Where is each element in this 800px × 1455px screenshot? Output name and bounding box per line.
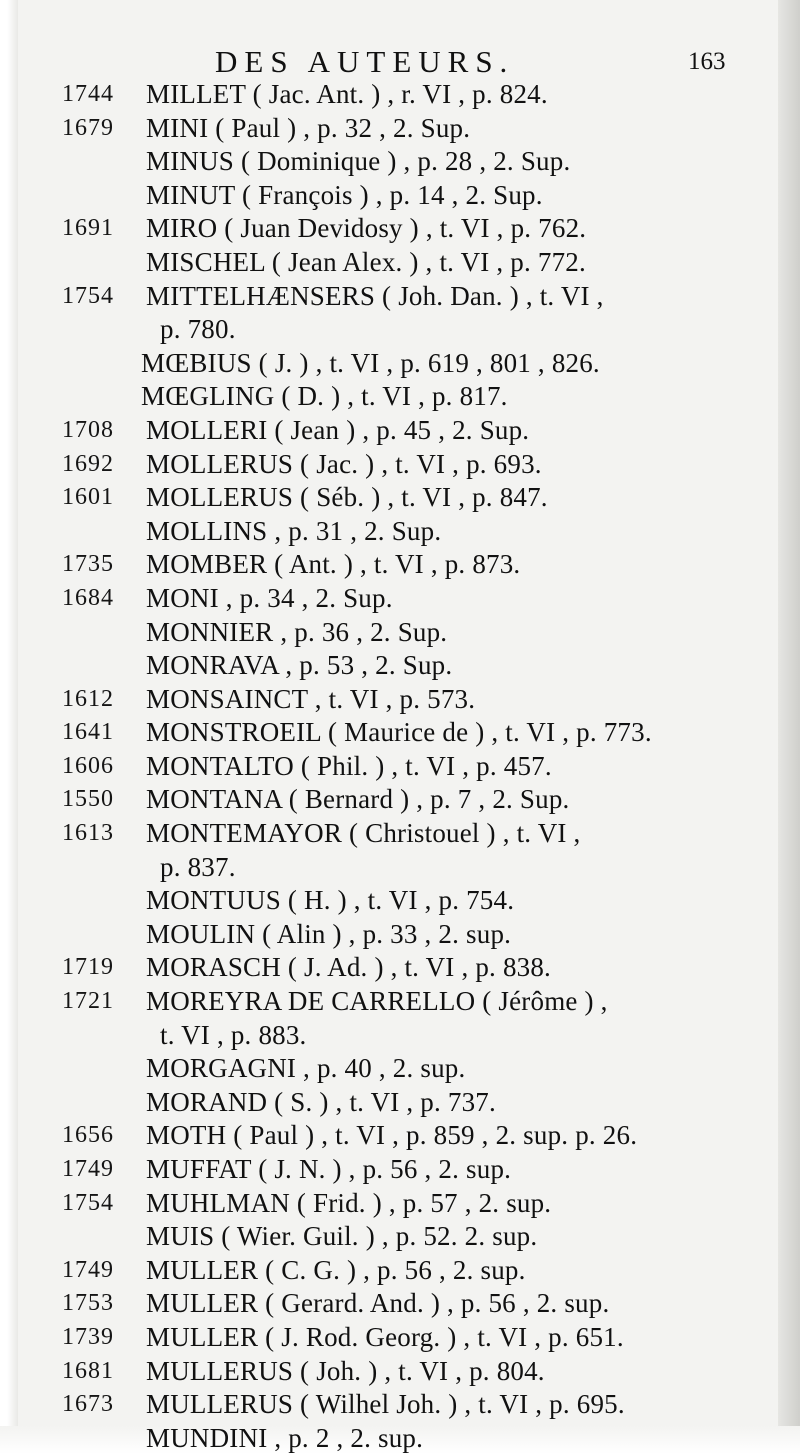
index-entry	[0, 347, 800, 381]
index-entry	[0, 112, 800, 146]
entry-text: MOLLINS , p. 31 , 2. Sup.	[146, 515, 442, 546]
index-entry	[0, 683, 800, 717]
entry-text: MONTALTO ( Phil. ) , t. VI , p. 457.	[146, 750, 552, 781]
index-entry	[0, 884, 800, 918]
index-entry	[0, 1321, 800, 1355]
entry-year: 1673	[62, 1391, 114, 1418]
entry-text: MORGAGNI , p. 40 , 2. sup.	[146, 1053, 466, 1084]
entry-text: MUHLMAN ( Frid. ) , p. 57 , 2. sup.	[146, 1187, 552, 1218]
entry-text: MOMBER ( Ant. ) , t. VI , p. 873.	[146, 549, 521, 580]
index-entry	[0, 1052, 800, 1086]
entry-text: MUFFAT ( J. N. ) , p. 56 , 2. sup.	[146, 1154, 512, 1184]
entry-year: 1719	[62, 954, 114, 981]
index-entry	[0, 750, 800, 784]
entry-year: 1601	[62, 484, 114, 511]
index-entry	[0, 1153, 800, 1187]
entry-year: 1691	[62, 215, 114, 242]
index-entry	[0, 212, 800, 246]
entry-text: MONNIER , p. 36 , 2. Sup.	[146, 616, 448, 647]
entry-text: MORAND ( S. ) , t. VI , p. 737.	[146, 1086, 496, 1117]
index-entry	[0, 649, 800, 683]
entry-year: 1744	[62, 81, 114, 107]
index-entry	[0, 481, 800, 515]
page-number: 163	[688, 48, 726, 75]
entry-text: MONI , p. 34 , 2. Sup.	[146, 582, 393, 613]
index-entry	[0, 1187, 800, 1221]
entry-text: MISCHEL ( Jean Alex. ) , t. VI , p. 772.	[146, 246, 586, 277]
entry-year: 1753	[62, 1290, 114, 1317]
index-entry	[0, 1019, 800, 1053]
running-title: DES AUTEURS.	[215, 44, 515, 79]
entry-text: MINUT ( François ) , p. 14 , 2. Sup.	[146, 179, 543, 210]
index-entry	[0, 1220, 800, 1254]
entry-text: MUIS ( Wier. Guil. ) , p. 52. 2. sup.	[146, 1221, 538, 1252]
index-entry	[0, 1355, 800, 1389]
entry-year: 1739	[62, 1323, 114, 1350]
index-entry	[0, 448, 800, 482]
entry-text: MUNDINI , p. 2 , 2. sup.	[146, 1422, 424, 1453]
index-entry	[0, 985, 800, 1019]
entry-year: 1708	[62, 416, 114, 443]
entry-year: 1721	[62, 988, 114, 1015]
index-entry	[0, 783, 800, 817]
entry-year: 1612	[62, 685, 114, 712]
entry-text: MONTEMAYOR ( Christouel ) , t. VI ,	[146, 818, 581, 849]
entry-text: MOTH ( Paul ) , t. VI , p. 859 , 2. sup. p. 26.	[146, 1120, 638, 1151]
entry-text: MOLLERUS ( Séb. ) , t. VI , p. 847.	[146, 482, 548, 513]
entry-text: MULLERUS ( Wilhel Joh. ) , t. VI , p. 695.	[146, 1389, 625, 1420]
entry-text: p. 837.	[160, 851, 236, 882]
entry-year: 1754	[62, 282, 114, 309]
entry-text: MŒGLING ( D. ) , t. VI , p. 817.	[141, 381, 508, 412]
entry-year: 1656	[62, 1122, 114, 1149]
entry-text: MIRO ( Juan Devidosy ) , t. VI , p. 762.	[146, 213, 587, 244]
index-entry	[0, 951, 800, 985]
entry-text: MILLET ( Jac. Ant. ) , r. VI , p. 824.	[146, 79, 548, 109]
index-entry	[0, 1388, 800, 1422]
entry-year: 1754	[62, 1189, 114, 1216]
entry-year: 1681	[62, 1357, 114, 1384]
entry-text: MONRAVA , p. 53 , 2. Sup.	[146, 650, 453, 681]
index-entry	[0, 1287, 800, 1321]
index-entry	[0, 817, 800, 851]
entry-text: MOREYRA DE CARRELLO ( Jérôme ) ,	[146, 986, 608, 1017]
index-entry	[0, 1422, 800, 1455]
index-entry	[0, 313, 800, 347]
entry-year: 1749	[62, 1156, 114, 1182]
entry-year: 1641	[62, 719, 114, 746]
entry-text: p. 780.	[160, 314, 236, 345]
entry-text: MULLER ( C. G. ) , p. 56 , 2. sup.	[146, 1254, 526, 1285]
entry-year: 1735	[62, 551, 114, 578]
author-index-list	[0, 78, 800, 1455]
entry-text: MOULIN ( Alin ) , p. 33 , 2. sup.	[146, 918, 512, 949]
index-entry	[0, 380, 800, 414]
index-entry	[0, 851, 800, 885]
entry-text: MULLER ( J. Rod. Georg. ) , t. VI , p. 651.	[146, 1321, 624, 1352]
entry-year: 1606	[62, 752, 114, 779]
entry-text: MOLLERI ( Jean ) , p. 45 , 2. Sup.	[146, 414, 530, 445]
index-entry	[0, 145, 800, 179]
entry-year: 1613	[62, 820, 114, 847]
entry-text: MINI ( Paul ) , p. 32 , 2. Sup.	[146, 112, 471, 143]
index-entry	[0, 1119, 800, 1153]
entry-year: 1679	[62, 114, 114, 141]
entry-text: MULLER ( Gerard. And. ) , p. 56 , 2. sup.	[146, 1288, 610, 1319]
entry-text: MŒBIUS ( J. ) , t. VI , p. 619 , 801 , 826.	[141, 347, 600, 378]
index-entry	[0, 582, 800, 616]
index-entry	[0, 918, 800, 952]
entry-text: t. VI , p. 883.	[160, 1019, 307, 1050]
index-entry	[0, 179, 800, 213]
entry-text: MINUS ( Dominique ) , p. 28 , 2. Sup.	[146, 146, 571, 177]
index-entry	[0, 246, 800, 280]
entry-text: MITTELHÆNSERS ( Joh. Dan. ) , t. VI ,	[146, 280, 604, 311]
index-entry	[0, 548, 800, 582]
index-entry	[0, 515, 800, 549]
index-entry	[0, 716, 800, 750]
index-entry	[0, 414, 800, 448]
entry-year: 1749	[62, 1256, 114, 1283]
index-entry	[0, 78, 800, 112]
entry-text: MONSTROEIL ( Maurice de ) , t. VI , p. 773.	[146, 717, 652, 748]
index-entry	[0, 1086, 800, 1120]
entry-text: MORASCH ( J. Ad. ) , t. VI , p. 838.	[146, 952, 551, 983]
entry-text: MONTANA ( Bernard ) , p. 7 , 2. Sup.	[146, 784, 570, 815]
entry-text: MONTUUS ( H. ) , t. VI , p. 754.	[146, 885, 515, 916]
entry-text: MOLLERUS ( Jac. ) , t. VI , p. 693.	[146, 448, 542, 479]
entry-year: 1550	[62, 786, 114, 813]
index-entry	[0, 616, 800, 650]
entry-text: MULLERUS ( Joh. ) , t. VI , p. 804.	[146, 1355, 545, 1386]
index-entry	[0, 1254, 800, 1288]
entry-year: 1692	[62, 450, 114, 477]
entry-text: MONSAINCT , t. VI , p. 573.	[146, 683, 476, 714]
entry-year: 1684	[62, 584, 114, 611]
index-entry	[0, 280, 800, 314]
